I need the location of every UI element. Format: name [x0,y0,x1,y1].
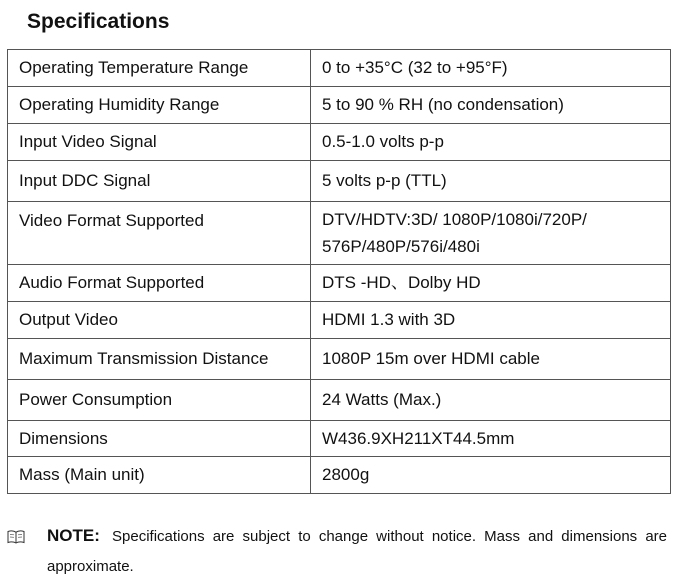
spec-label: Power Consumption [8,380,311,421]
spec-value: 1080P 15m over HDMI cable [311,339,671,380]
spec-value: 5 volts p-p (TTL) [311,161,671,202]
spec-label: Mass (Main unit) [8,457,311,494]
note-text: Specifications are subject to change without notice. Mass and dimensions are approximate. [47,528,667,575]
note-block [7,521,667,582]
table-row [8,161,671,202]
book-icon [7,525,25,539]
spec-value: HDMI 1.3 with 3D [311,302,671,339]
table-row [8,457,671,494]
spec-label: Output Video [8,302,311,339]
table-row [8,421,671,457]
spec-label: Input DDC Signal [8,161,311,202]
spec-label: Dimensions [8,421,311,457]
note-label: NOTE: [47,526,100,545]
spec-value: 0.5-1.0 volts p-p [311,124,671,161]
spec-value: DTS -HD、Dolby HD [311,265,671,302]
table-row [8,87,671,124]
spec-label: Operating Temperature Range [8,50,311,87]
table-row [8,339,671,380]
note-body [47,521,667,582]
table-row [8,302,671,339]
table-row [8,265,671,302]
spec-value: 5 to 90 % RH (no condensation) [311,87,671,124]
spec-value: DTV/HDTV:3D/ 1080P/1080i/720P/ 576P/480P/576i/480i [311,202,671,265]
table-row [8,380,671,421]
spec-value: 0 to +35°C (32 to +95°F) [311,50,671,87]
table-row [8,202,671,265]
spec-value: 2800g [311,457,671,494]
spec-label: Operating Humidity Range [8,87,311,124]
spec-label: Video Format Supported [8,202,311,265]
table-row [8,50,671,87]
specifications-table [7,49,671,494]
spec-label: Maximum Transmission Distance [8,339,311,380]
page-title: Specifications [27,10,169,34]
spec-value: W436.9XH211XT44.5mm [311,421,671,457]
spec-label: Audio Format Supported [8,265,311,302]
spec-label: Input Video Signal [8,124,311,161]
spec-value: 24 Watts (Max.) [311,380,671,421]
table-row [8,124,671,161]
